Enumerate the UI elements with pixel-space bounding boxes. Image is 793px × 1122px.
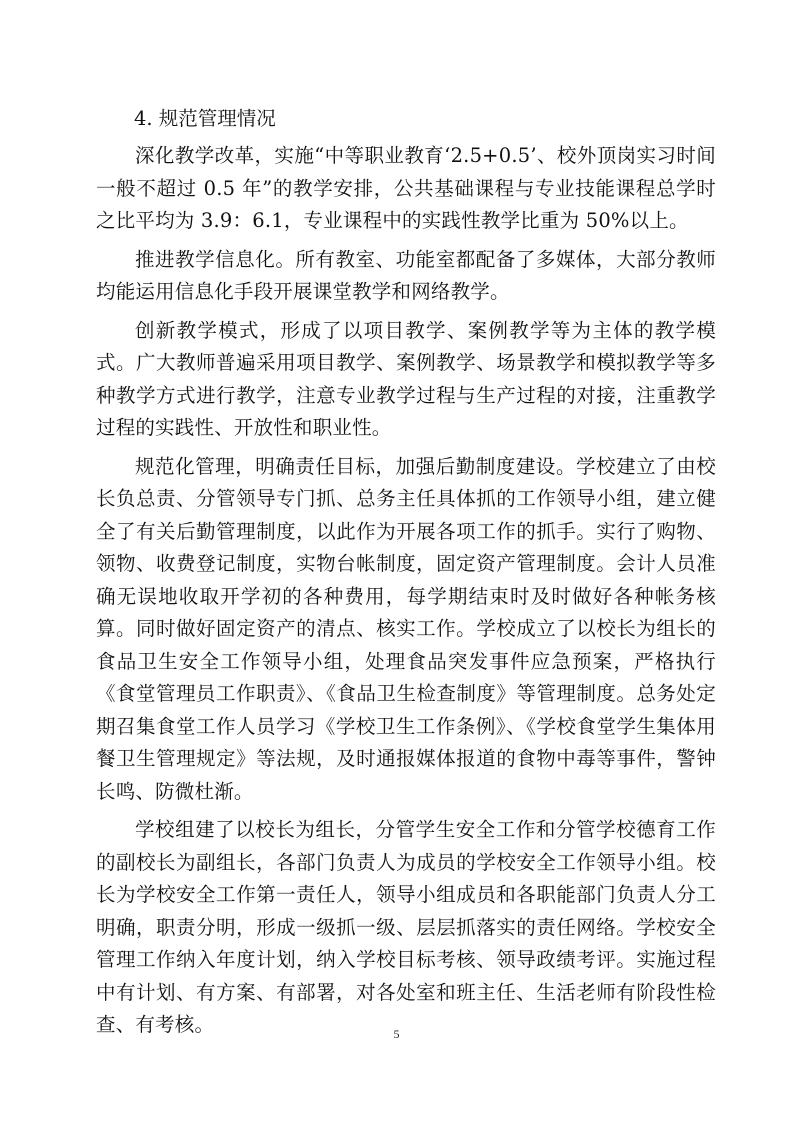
document-body [96,104,716,1048]
paragraph-logistics-management: 规范化管理，明确责任目标，加强后勤制度建设。学校建立了由校长负总责、分管领导专门抓、总务主任具体抓的工作领导小组，建立健全了有关后勤管理制度，以此作为开展各项工作的抓手。实行了购物、领物、收费登记制度，实物台帐制度，固定资产管理制度。会计人员准确无误地收取开学初的各种费用，每学期结束时及时做好各种帐务核算。同时做好固定资产的清点、核实工作。学校成立了以校长为组长的食品卫生安全工作领导小组，处理食品突发事件应急预案，严格执行《食堂管理员工作职责》、《食品卫生检查制度》等管理制度。总务处定期召集食堂工作人员学习《学校卫生工作条例》、《学校食堂学生集体用餐卫生管理规定》等法规，及时通报媒体报道的食物中毒等事件，警钟长鸣、防微杜渐。 [96,454,716,803]
paragraph-teaching-reform: 深化教学改革，实施“中等职业教育‘2.5+0.5’、校外顶岗实习时间一般不超过 0.5 年”的教学安排，公共基础课程与专业技能课程总学时之比平均为 3.9：6.1，专业课程中的实践性教学比重为 50%以上。 [96,144,716,232]
paragraph-informatization: 推进教学信息化。所有教室、功能室都配备了多媒体，大部分教师均能运用信息化手段开展课堂教学和网络教学。 [96,247,716,303]
section-heading: 4. 规范管理情况 [134,107,276,130]
page-number: 5 [393,1027,400,1041]
paragraph-safety-management: 学校组建了以校长为组长，分管学生安全工作和分管学校德育工作的副校长为副组长，各部门负责人为成员的学校安全工作领导小组。校长为学校安全工作第一责任人，领导小组成员和各职能部门负责人分工明确，职责分明，形成一级抓一级、层层抓落实的责任网络。学校安全管理工作纳入年度计划，纳入学校目标考核、领导政绩考评。实施过程中有计划、有方案、有部署，对各处室和班主任、生活老师有阶段性检查、有考核。 [96,818,716,1036]
paragraph-teaching-mode: 创新教学模式，形成了以项目教学、案例教学等为主体的教学模式。广大教师普遍采用项目教学、案例教学、场景教学和模拟教学等多种教学方式进行教学，注意专业教学过程与生产过程的对接，注重教学过程的实践性、开放性和职业性。 [96,318,716,439]
